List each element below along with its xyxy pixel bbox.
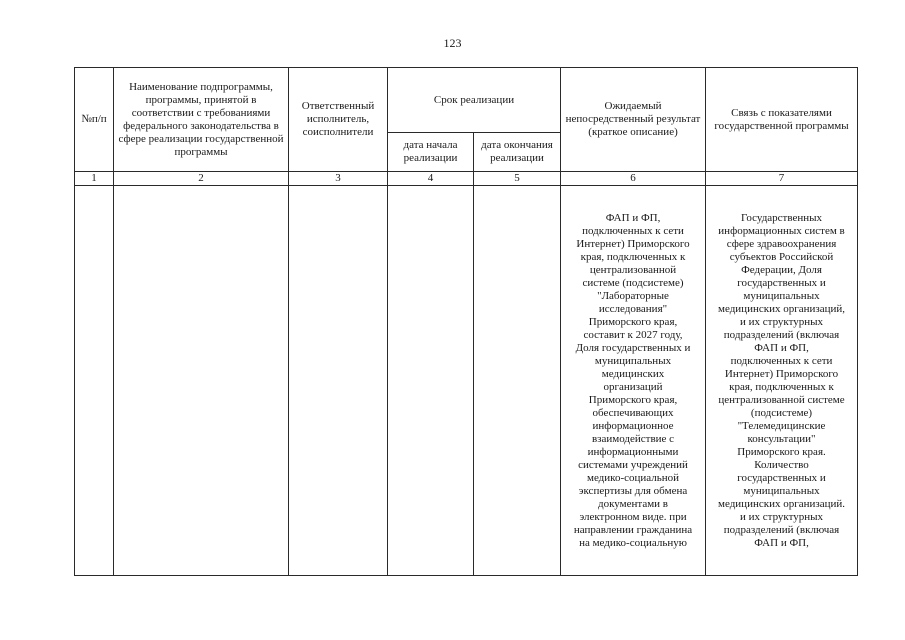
text-line: информационное bbox=[592, 419, 674, 432]
text-line: края, подключенных к bbox=[729, 380, 834, 393]
text-line: консультации" bbox=[747, 432, 816, 445]
text-line: обеспечивающих bbox=[592, 406, 674, 419]
text-line: электронном виде. при bbox=[579, 510, 687, 523]
text-line: системами учреждений bbox=[578, 458, 688, 471]
cell-number bbox=[75, 186, 114, 576]
text-line: информационными bbox=[587, 445, 679, 458]
program-table bbox=[74, 67, 858, 576]
text-line: исследования" bbox=[598, 302, 668, 315]
text-line: государственных и bbox=[737, 276, 826, 289]
table-row bbox=[75, 186, 858, 576]
text-line: взаимодействие с bbox=[591, 432, 675, 445]
header-indicators-link: Связь с показателями государственной программы bbox=[706, 68, 858, 172]
text-line: составит к 2027 году, bbox=[583, 328, 683, 341]
column-number: 4 bbox=[388, 172, 474, 186]
column-number: 5 bbox=[474, 172, 561, 186]
text-line: субъектов Российской bbox=[729, 250, 834, 263]
cell-indicators-link bbox=[706, 186, 858, 576]
text-line: ФАП и ФП, bbox=[754, 536, 809, 549]
text-line: Приморского края, bbox=[588, 393, 678, 406]
text-line: медицинских организаций. bbox=[718, 497, 846, 510]
text-line: Приморского края. bbox=[737, 445, 826, 458]
text-line: на медико-социальную bbox=[579, 536, 687, 549]
header-row-top bbox=[75, 68, 858, 133]
column-number: 7 bbox=[706, 172, 858, 186]
text-line: подразделений (включая bbox=[723, 523, 840, 536]
text-line: направлении гражданина bbox=[573, 523, 693, 536]
expected-result-text bbox=[561, 212, 705, 550]
text-line: муниципальных bbox=[594, 354, 672, 367]
text-line: Количество bbox=[754, 458, 809, 471]
cell-subprogram-name bbox=[114, 186, 289, 576]
text-line: Федерации, Доля bbox=[741, 263, 822, 276]
text-line: информационных систем в bbox=[718, 224, 845, 237]
text-line: края, подключенных к bbox=[580, 250, 686, 263]
text-line: подключенных к сети bbox=[730, 354, 833, 367]
text-line: сфере здравоохранения bbox=[726, 237, 837, 250]
text-line: ФАП и ФП, bbox=[605, 211, 661, 224]
cell-responsible bbox=[289, 186, 388, 576]
header-implementation-period: Срок реализации bbox=[388, 68, 561, 133]
text-line: (подсистеме) bbox=[750, 406, 813, 419]
column-number: 6 bbox=[561, 172, 706, 186]
text-line: государственных и bbox=[737, 471, 826, 484]
text-line: подразделений (включая bbox=[723, 328, 840, 341]
text-line: системе (подсистеме) bbox=[582, 276, 684, 289]
cell-end-date bbox=[474, 186, 561, 576]
text-line: Интернет) Приморского bbox=[576, 237, 690, 250]
cell-expected-result bbox=[561, 186, 706, 576]
text-line: Приморского края, bbox=[588, 315, 678, 328]
text-line: Государственных bbox=[740, 211, 823, 224]
cell-start-date bbox=[388, 186, 474, 576]
page-number: 123 bbox=[443, 36, 462, 50]
text-line: муниципальных bbox=[743, 289, 820, 302]
column-number: 2 bbox=[114, 172, 289, 186]
text-line: централизованной системе bbox=[718, 393, 845, 406]
text-line: подключенных к сети bbox=[582, 224, 684, 237]
header-end-date: дата окончания реализации bbox=[474, 133, 561, 172]
text-line: медицинских bbox=[601, 367, 665, 380]
text-line: организаций bbox=[603, 380, 663, 393]
text-line: муниципальных bbox=[743, 484, 820, 497]
text-line: медико-социальной bbox=[586, 471, 680, 484]
header-number: №п/п bbox=[75, 68, 114, 172]
text-line: централизованной bbox=[589, 263, 677, 276]
header-expected-result: Ожидаемый непосредственный результат (краткое описание) bbox=[561, 68, 706, 172]
column-number-row bbox=[75, 172, 858, 186]
indicators-link-text bbox=[706, 212, 857, 550]
header-subprogram-name: Наименование подпрограммы, программы, принятой в соответствии с требованиями федерального законодательства в сфере реализации государственной программы bbox=[114, 68, 289, 172]
text-line: Доля государственных и bbox=[575, 341, 691, 354]
text-line: "Телемедицинские bbox=[737, 419, 826, 432]
text-line: экспертизы для обмена bbox=[578, 484, 688, 497]
text-line: ФАП и ФП, bbox=[754, 341, 809, 354]
text-line: "Лабораторные bbox=[597, 289, 669, 302]
text-line: и их структурных bbox=[739, 315, 824, 328]
text-line: документами в bbox=[598, 497, 669, 510]
header-responsible: Ответственный исполнитель, соисполнители bbox=[289, 68, 388, 172]
text-line: медицинских организаций, bbox=[718, 302, 846, 315]
text-line: и их структурных bbox=[739, 510, 824, 523]
header-start-date: дата начала реализации bbox=[388, 133, 474, 172]
column-number: 1 bbox=[75, 172, 114, 186]
text-line: Интернет) Приморского bbox=[724, 367, 839, 380]
column-number: 3 bbox=[289, 172, 388, 186]
